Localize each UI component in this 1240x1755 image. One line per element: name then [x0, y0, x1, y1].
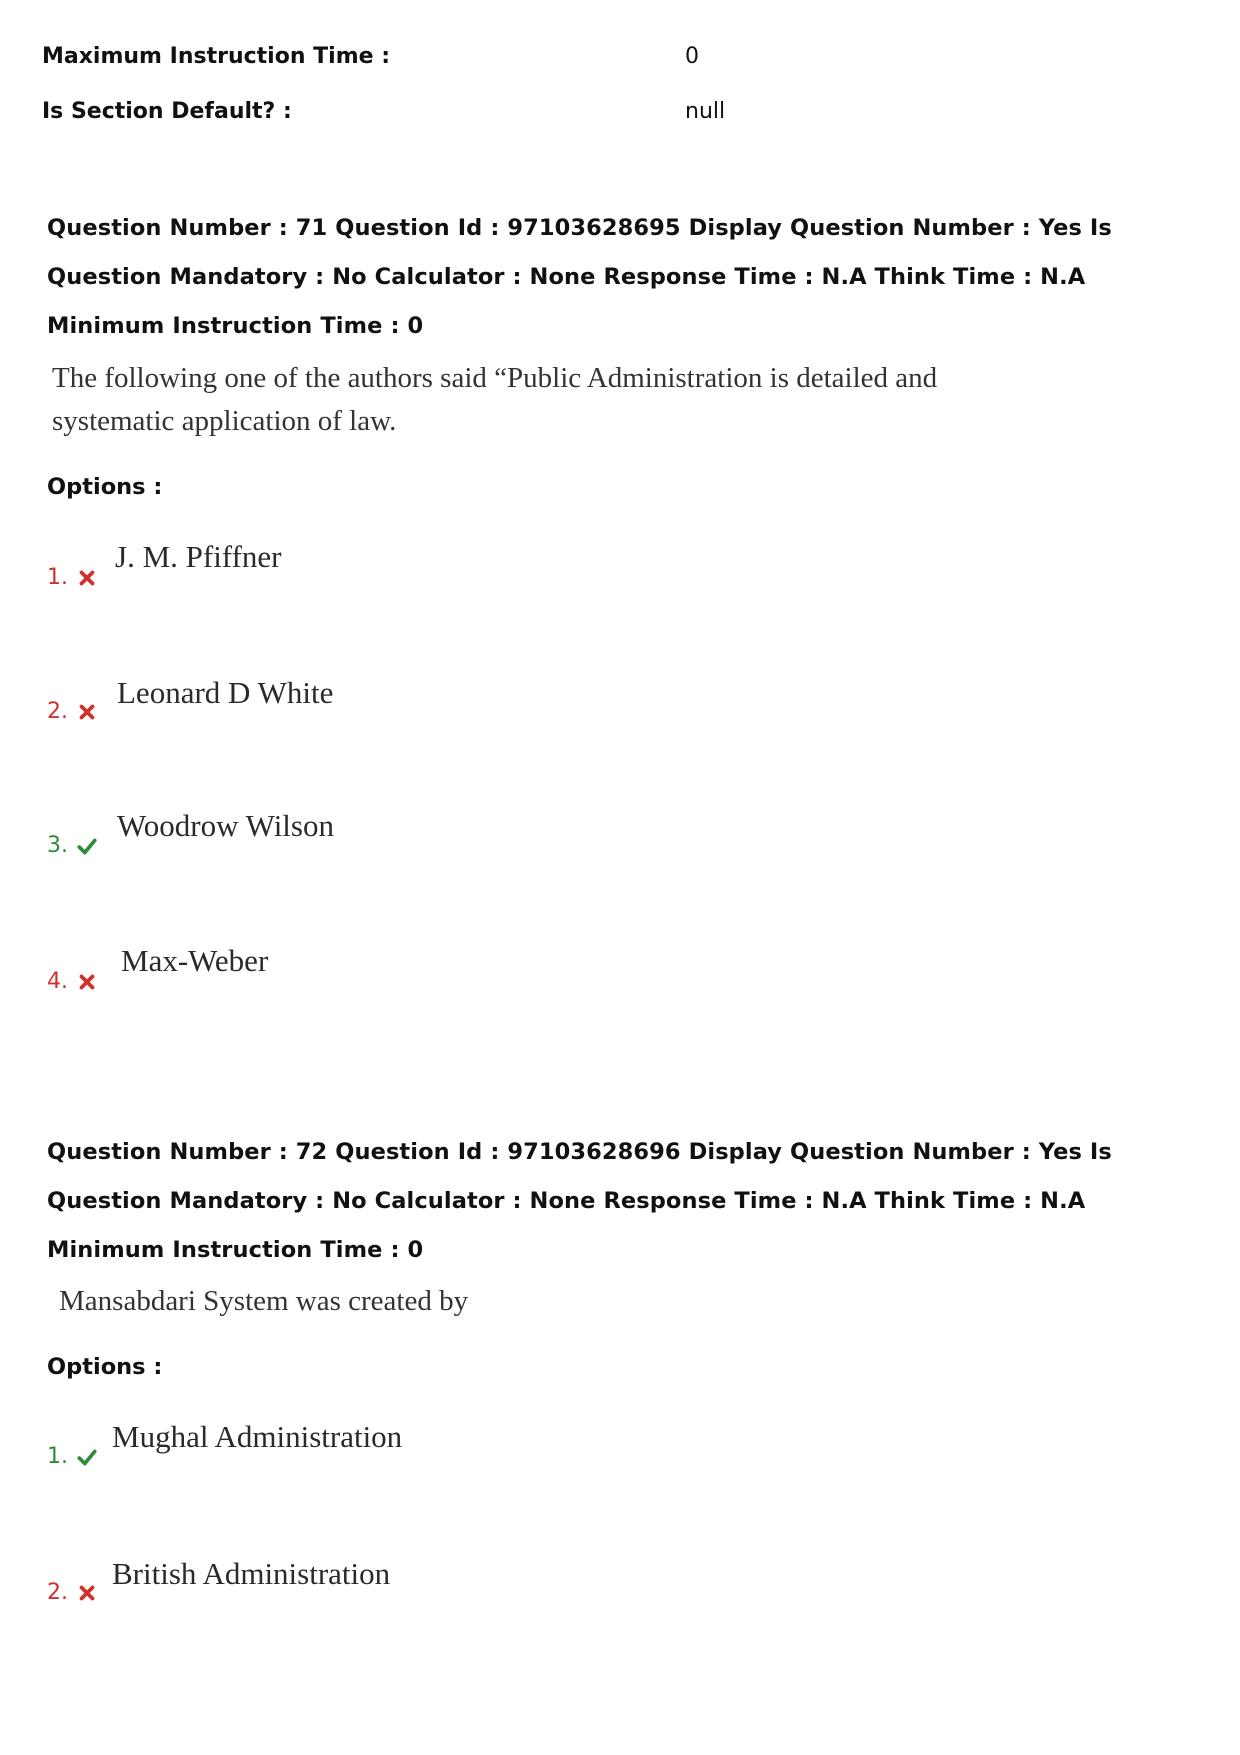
option-number: [47, 563, 98, 593]
options-label: Options :: [47, 1354, 163, 1380]
question-text: Mansabdari System was created by: [59, 1285, 469, 1317]
option-text: Max-Weber: [121, 943, 269, 978]
option-number-label: 2.: [47, 1580, 68, 1605]
question-text: The following one of the authors said “Public Administration is detailed and systematic application of law.: [52, 362, 938, 437]
max-instruction-label: Maximum Instruction Time :: [42, 44, 390, 69]
check-icon: [76, 835, 98, 857]
option-text: Leonard D White: [117, 675, 334, 710]
section-default-label: Is Section Default? :: [42, 99, 292, 124]
option-text: British Administration: [112, 1556, 391, 1591]
cross-icon: [76, 567, 98, 589]
option-text: J. M. Pfiffner: [115, 539, 282, 574]
option-number: [47, 1442, 98, 1472]
option-number-label: 3.: [47, 833, 68, 858]
option-number-label: 1.: [47, 565, 68, 590]
option-number: [47, 697, 98, 727]
section-default-value: null: [685, 99, 726, 124]
question-header: Question Number : 72 Question Id : 97103628696 Display Question Number : Yes Is Question Mandatory : No Calculator : None Response Time : N.A Think Time : N.A Minimum Instruction Time : 0: [47, 1139, 1112, 1263]
option-number-label: 4.: [47, 969, 68, 994]
check-icon: [76, 1446, 98, 1468]
cross-icon: [76, 971, 98, 993]
option-number: [47, 831, 98, 861]
option-number: [47, 967, 98, 997]
option-number-label: 1.: [47, 1444, 68, 1469]
options-label: Options :: [47, 474, 163, 500]
cross-icon: [76, 1582, 98, 1604]
option-number-label: 2.: [47, 699, 68, 724]
option-text: Mughal Administration: [112, 1419, 403, 1454]
cross-icon: [76, 701, 98, 723]
max-instruction-value: 0: [685, 44, 699, 69]
question-header: Question Number : 71 Question Id : 97103628695 Display Question Number : Yes Is Question Mandatory : No Calculator : None Response Time : N.A Think Time : N.A Minimum Instruction Time : 0: [47, 215, 1112, 339]
option-number: [47, 1578, 98, 1608]
option-text: Woodrow Wilson: [117, 808, 334, 843]
